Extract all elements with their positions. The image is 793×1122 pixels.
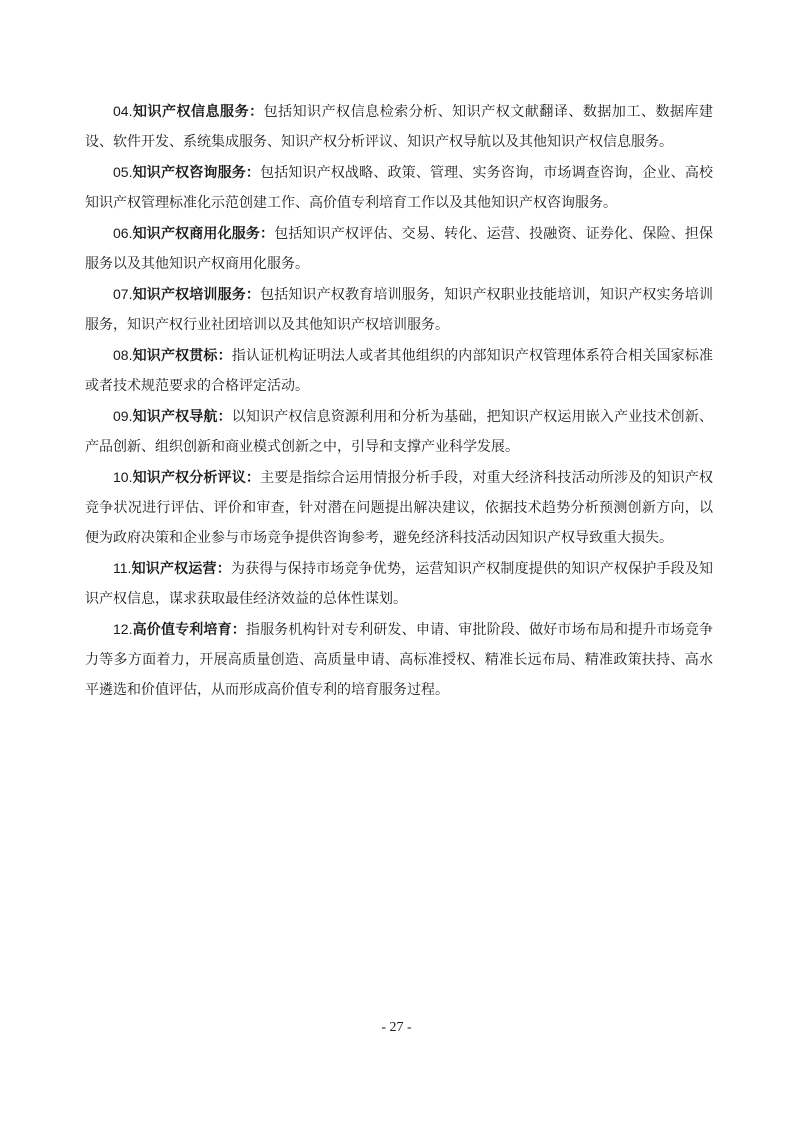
entry-number: 10. [113,469,133,485]
entry-description: 为获得与保持市场竞争优势，运营知识产权制度提供的知识产权保护手段及知识产权信息，谋求获取最佳经济效益的总体性谋划。 [85,561,714,607]
entry-number: 09. [113,408,133,424]
entry-description: 指服务机构针对专利研发、申请、审批阶段、做好市场布局和提升市场竞争力等多方面着力，开展高质量创造、高质量申请、高标准授权、精准长远布局、精准政策扶持、高水平遴选和价值评估，从而形成高价值专利的培育服务过程。 [85,622,714,698]
entry-term: 知识产权培训服务： [132,287,261,303]
entry-description: 主要是指综合运用情报分析手段，对重大经济科技活动所涉及的知识产权竞争状况进行评估、评价和审查，针对潜在问题提出解决建议，依据技术趋势分析预测创新方向，以便为政府决策和企业参与市场竞争提供咨询参考，避免经济科技活动因知识产权导致重大损失。 [85,470,713,546]
entry-description: 包括知识产权评估、交易、转化、运营、投融资、证券化、保险、担保服务以及其他知识产权商用化服务。 [85,226,714,272]
entry-description: 包括知识产权战略、政策、管理、实务咨询，市场调查咨询，企业、高校知识产权管理标准化示范创建工作、高价值专利培育工作以及其他知识产权咨询服务。 [85,165,713,211]
entry-term: 高价值专利培育： [132,622,246,638]
entry-term: 知识产权导航： [132,409,232,425]
definition-entry-05 [85,157,713,218]
entry-number: 11. [113,560,132,576]
entry-description: 包括知识产权教育培训服务，知识产权职业技能培训，知识产权实务培训服务，知识产权行业社团培训以及其他知识产权培训服务。 [85,287,713,333]
entry-number: 08. [113,347,133,363]
definition-entry-09 [85,401,713,462]
definition-entry-12 [85,614,713,705]
entry-term: 知识产权贯标： [132,348,232,364]
definition-entry-10 [85,462,713,553]
entry-number: 04. [113,103,133,119]
entry-number: 12. [113,621,133,637]
entry-description: 以知识产权信息资源利用和分析为基础，把知识产权运用嵌入产业技术创新、产品创新、组织创新和商业模式创新之中，引导和支撑产业科学发展。 [85,409,714,455]
entry-term: 知识产权信息服务： [132,104,264,120]
entry-term: 知识产权运营： [131,561,231,577]
entry-number: 06. [113,225,133,241]
entry-term: 知识产权咨询服务： [132,165,261,181]
entry-number: 05. [113,164,133,180]
entry-description: 指认证机构证明法人或者其他组织的内部知识产权管理体系符合相关国家标准或者技术规范要求的合格评定活动。 [85,348,714,394]
page-number: - 27 - [381,1020,412,1035]
definition-entry-07 [85,279,713,340]
entry-term: 知识产权商用化服务： [132,226,275,242]
definition-entry-08 [85,340,713,401]
definition-entry-11 [85,553,713,614]
definition-entry-04 [85,96,713,157]
definition-entry-06 [85,218,713,279]
entry-term: 知识产权分析评议： [132,470,261,486]
entry-description: 包括知识产权信息检索分析、知识产权文献翻译、数据加工、数据库建设、软件开发、系统集成服务、知识产权分析评议、知识产权导航以及其他知识产权信息服务。 [85,104,714,150]
definitions-list [85,96,713,705]
entry-number: 07. [113,286,133,302]
